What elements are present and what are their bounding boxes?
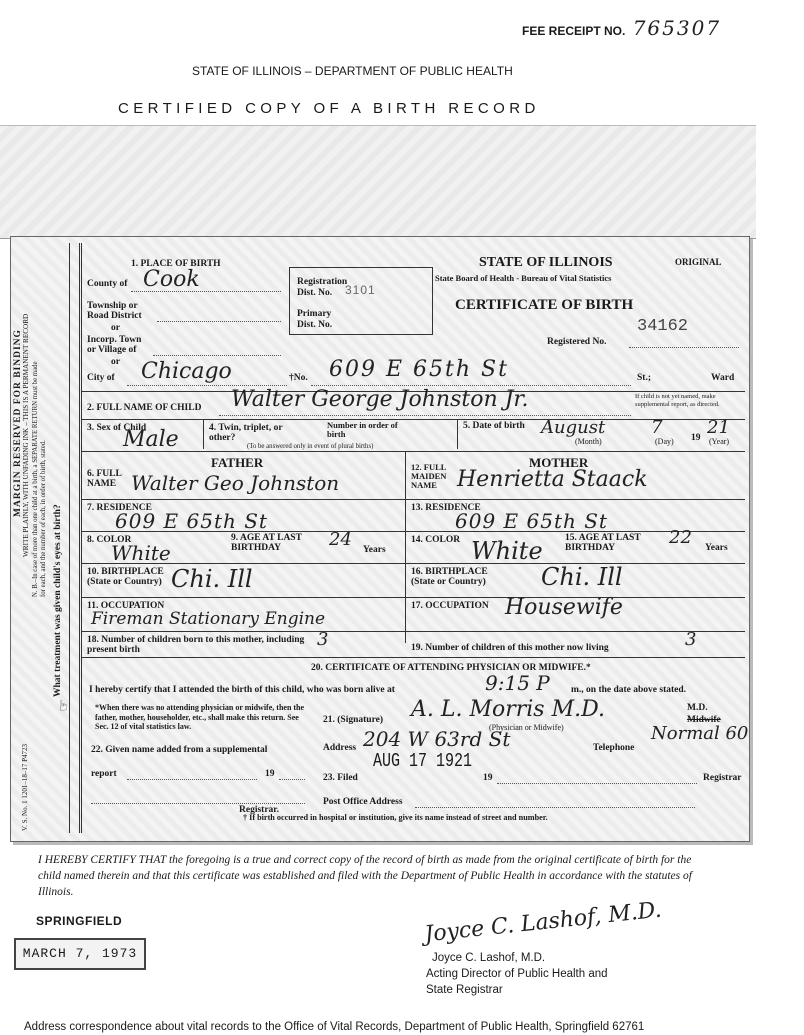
physician-address: 204 W 63rd St [363,727,511,751]
city-value: Chicago [141,359,232,384]
report-year: 19 [265,769,275,779]
fee-receipt-number: 765307 [632,16,722,40]
physician-signature: A. L. Morris M.D. [411,697,605,722]
margin-divider [69,243,70,833]
signer-title: Acting Director of Public Health and [426,968,608,980]
certify-line: I hereby certify that I attended the birth of this child, who was born alive at [89,685,395,695]
registration-value: 3101 [345,283,376,297]
primary-label: Primary [297,309,332,319]
mother-age: 22 [669,527,692,548]
state-heading: STATE OF ILLINOIS [479,255,613,270]
telephone-value: Normal 60 [651,723,749,744]
primary-dist-label: Dist. No. [297,320,333,330]
mother-color: White [471,537,543,565]
month-caption: (Month) [575,437,602,446]
father-color-label: 8. COLOR [87,535,132,545]
registrar-signature: Joyce C. Lashof, M.D. [423,897,663,948]
board-label: State Board of Health - Bureau of Vital Statistics [435,273,612,283]
document-title: CERTIFIED COPY OF A BIRTH RECORD [118,100,540,117]
registration-dist-label: Dist. No. [297,288,333,298]
plural-births-note: (To be answered only in event of plural births) [247,443,374,450]
margin-note-2: for each, and the number of each, in order of birth, stated. [40,440,47,597]
signature-label: 21. (Signature) [323,715,383,725]
original-label: ORIGINAL [675,257,722,267]
telephone-label: Telephone [593,743,635,753]
mother-occupation-label: 17. OCCUPATION [411,601,489,611]
children-living: 3 [685,629,697,650]
father-residence-label: 7. RESIDENCE [87,503,152,513]
county-label: County of [87,279,128,289]
father-age: 24 [329,529,352,550]
county-value: Cook [143,267,200,292]
signer-title-2: State Registrar [426,984,503,996]
mother-heading: MOTHER [529,455,589,470]
margin-divider-2 [79,243,82,833]
sex-value: Male [123,427,179,452]
mother-birthplace: Chi. Ill [541,563,623,591]
street-number-label: †No. [289,373,308,383]
birth-day: 7 [651,417,663,438]
certificate-number: 34162 [637,317,689,336]
mother-age-label: 15. AGE AT LAST BIRTHDAY [565,533,641,553]
birth-year: 21 [707,417,730,438]
certification-statement: I HEREBY CERTIFY THAT the foregoing is a true and correct copy of the record of birth as made from the original certificate of birth for the child named therein and that this certificate was established and filed with the Department of Public Health in accordance with the statutes of Illinois. [38,854,692,898]
left-registrar-label: Registrar. [239,805,280,815]
birth-month: August [541,417,606,438]
mother-years-label: Years [705,543,728,553]
mother-name: Henrietta Staack [457,467,648,492]
children-living-label: 19. Number of children of this mother now living [411,643,609,653]
margin-title: MARGIN RESERVED FOR BINDING [13,329,23,517]
backing-sheet [0,125,756,239]
report-label: report [91,769,117,779]
margin-note: N. B.–In case of more than one child at a birth, a SEPARATE RETURN must be made [32,361,39,597]
certificate-title: CERTIFICATE OF BIRTH [455,297,634,313]
no-physician-note: *When there was no attending physician or midwife, then the father, mother, householder, etc., shall make this return. See Sec. 12 of vital statistics law. [95,703,305,731]
filed-date-stamp: AUG 17 1921 [373,750,473,773]
attending-heading: 20. CERTIFICATE OF ATTENDING PHYSICIAN OR MIDWIFE.* [311,663,591,673]
registered-no-label: Registered No. [547,337,607,347]
filed-label: 23. Filed [323,773,358,783]
father-occupation-label: 11. OCCUPATION [87,601,165,611]
form-code: V. S. No. 1 1201–18–17 P4723 [21,744,29,831]
margin-instruction: WRITE PLAINLY, WITH UNFADING INK – THIS IS A PERMANENT RECORD [22,313,30,557]
date-of-birth-label: 5. Date of birth [463,421,525,431]
post-office-label: Post Office Address [323,797,403,807]
st-label: St.; [637,373,651,383]
mother-color-label: 14. COLOR [411,535,461,545]
township-label: Township or [87,301,138,311]
birth-certificate [10,236,750,842]
given-name-label: 22. Given name added from a supplemental [91,745,268,755]
pointing-hand-icon: ☞ [54,699,71,712]
midwife-label: Midwife [687,715,721,725]
filed-year: 19 [483,773,493,783]
city-label: City of [87,373,115,383]
year-prefix: 19 [691,433,701,443]
children-born: 3 [317,629,329,650]
filed-registrar-label: Registrar [703,773,742,783]
mother-name-label: 12. FULL MAIDEN NAME [411,462,447,490]
margin-eyes-question: What treatment was given child's eyes at birth? [53,504,63,697]
mother-residence-label: 13. RESIDENCE [411,503,481,513]
mother-residence: 609 E 65th St [455,509,608,533]
father-birthplace-label: 10. BIRTHPLACE (State or Country) [87,567,164,587]
hospital-note: † If birth occurred in hospital or institution, give its name instead of street and number. [243,813,548,822]
father-age-label: 9. AGE AT LAST BIRTHDAY [231,533,302,553]
md-label: M.D. [687,703,708,713]
fee-receipt [522,16,721,40]
or-label-2: or [111,357,120,367]
father-birthplace: Chi. Ill [171,565,253,593]
birth-time: 9:15 P [485,671,550,695]
birth-order-label: Number in order of birth [327,420,398,439]
road-district-label: Road District [87,311,142,321]
place-of-birth-label: 1. PLACE OF BIRTH [131,259,221,269]
sex-label: 3. Sex of Child [87,423,147,433]
father-heading: FATHER [211,455,264,470]
father-residence: 609 E 65th St [115,509,268,533]
father-name: Walter Geo Johnston [131,471,340,495]
incorp-town-label: Incorp. Town [87,335,142,345]
child-full-name: Walter George Johnston Jr. [231,387,529,412]
not-named-note: If child is not yet named, make supplemental report, as directed. [635,393,720,408]
registration-label: Registration [297,277,348,287]
full-name-label: 2. FULL NAME OF CHILD [87,403,202,413]
signer-name: Joyce C. Lashof, M.D. [432,952,546,964]
or-label: or [111,323,120,333]
children-born-label: 18. Number of children born to this mother, including present birth [87,635,305,655]
father-years-label: Years [363,545,386,555]
physician-caption: (Physician or Midwife) [489,723,564,732]
fee-receipt-label: FEE RECEIPT NO. [522,24,626,38]
mother-birthplace-label: 16. BIRTHPLACE (State or Country) [411,567,488,587]
day-caption: (Day) [655,437,674,446]
father-occupation: Fireman Stationary Engine [91,609,326,629]
street-address: 609 E 65th St [329,357,509,382]
issue-date-stamp: MARCH 7, 1973 [14,938,146,970]
ward-label: Ward [711,373,735,383]
mother-occupation: Housewife [505,595,623,620]
twin-label: 4. Twin, triplet, or other? [209,423,283,443]
certify-suffix: m., on the date above stated. [571,685,687,695]
father-color: White [111,541,171,565]
agency-heading: STATE OF ILLINOIS – DEPARTMENT OF PUBLIC HEALTH [192,64,513,78]
year-caption: (Year) [709,437,730,446]
parents-divider [405,451,406,643]
father-name-label: 6. FULL NAME [87,469,122,489]
village-label: or Village of [87,345,137,355]
location-label: SPRINGFIELD [36,914,123,928]
physician-address-label: Address [323,743,357,753]
correspondence-note: Address correspondence about vital records to the Office of Vital Records, Department of Public Health, Springfield 62761 [24,1021,645,1033]
